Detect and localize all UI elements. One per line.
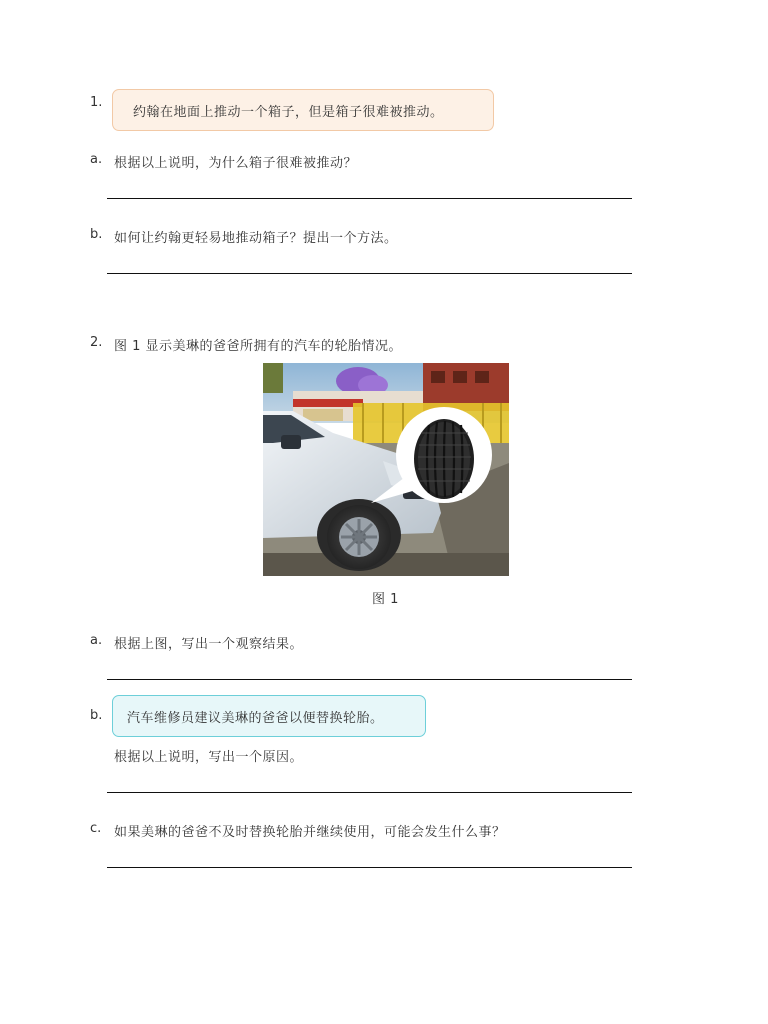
question-1a-label: a. — [90, 152, 103, 167]
question-1b-label: b. — [90, 227, 103, 242]
question-2a-text: 根据上图，写出一个观察结果。 — [114, 637, 304, 652]
question-2-number: 2. — [90, 335, 103, 350]
answer-line-1a[interactable] — [107, 198, 632, 199]
answer-line-2a[interactable] — [107, 679, 632, 680]
question-2b-statement-box — [112, 695, 426, 737]
question-2b-statement: 汽车维修员建议美琳的爸爸以便替换轮胎。 — [127, 710, 384, 726]
car-tyre-photo — [263, 363, 509, 576]
question-1-statement: 约翰在地面上推动一个箱子，但是箱子很难被推动。 — [133, 104, 444, 120]
question-1a-text: 根据以上说明，为什么箱子很难被推动？ — [114, 156, 358, 171]
answer-line-2c[interactable] — [107, 867, 632, 868]
figure-1-caption: 图 1 — [372, 592, 399, 607]
answer-line-1b[interactable] — [107, 273, 632, 274]
question-1b-text: 如何让约翰更轻易地推动箱子？提出一个方法。 — [114, 231, 398, 246]
question-2c-text: 如果美琳的爸爸不及时替换轮胎并继续使用，可能会发生什么事？ — [114, 825, 506, 840]
question-2-intro: 图 1 显示美琳的爸爸所拥有的汽车的轮胎情况。 — [114, 339, 403, 354]
question-1-statement-box — [112, 89, 494, 131]
question-2b-label: b. — [90, 708, 103, 723]
question-2b-text: 根据以上说明，写出一个原因。 — [114, 750, 304, 765]
question-1-number: 1. — [90, 95, 103, 110]
question-2a-label: a. — [90, 633, 103, 648]
question-2c-label: c. — [90, 821, 102, 836]
answer-line-2b[interactable] — [107, 792, 632, 793]
